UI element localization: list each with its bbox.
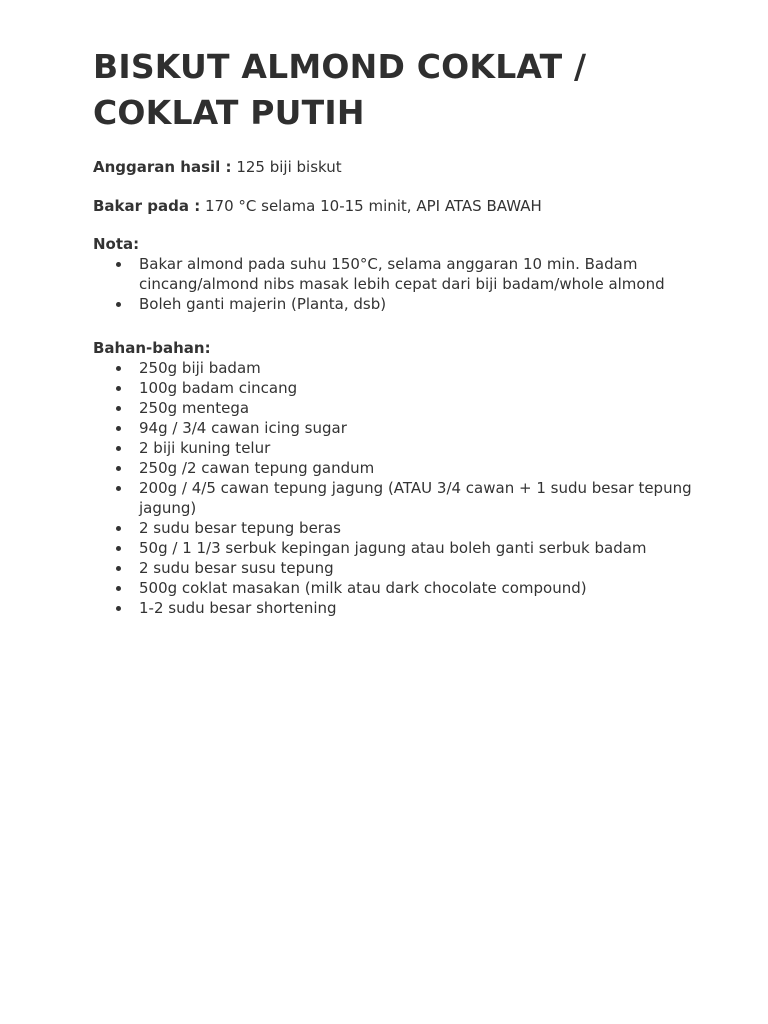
note-item [93, 294, 693, 314]
bullet-icon [116, 486, 121, 491]
bullet-icon [116, 446, 121, 451]
bake-label: Bakar pada : [93, 197, 201, 215]
ingredient-text: 50g / 1 1/3 serbuk kepingan jagung atau boleh ganti serbuk badam [139, 539, 647, 557]
ingredient-text: 250g /2 cawan tepung gandum [139, 459, 375, 477]
ingredient-text: 250g mentega [139, 399, 250, 417]
ingredient-item [93, 378, 693, 398]
note-text: Bakar almond pada suhu 150°C, selama anggaran 10 min. Badam cincang/almond nibs masak lebih cepat dari biji badam/whole almond [139, 255, 665, 293]
recipe-document [93, 44, 693, 618]
yield-label: Anggaran hasil : [93, 158, 232, 176]
bullet-icon [116, 546, 121, 551]
ingredient-item [93, 578, 693, 598]
ingredient-text: 250g biji badam [139, 359, 261, 377]
recipe-title [93, 44, 693, 136]
ingredient-text: 100g badam cincang [139, 379, 298, 397]
ingredient-item [93, 398, 693, 418]
note-item [93, 254, 693, 294]
recipe-title-line-2: COKLAT PUTIH [93, 93, 365, 132]
bullet-icon [116, 406, 121, 411]
ingredient-item [93, 558, 693, 578]
ingredient-item [93, 538, 693, 558]
bullet-icon [116, 526, 121, 531]
recipe-title-line-1: BISKUT ALMOND COKLAT / [93, 47, 587, 86]
ingredient-text: 2 biji kuning telur [139, 439, 271, 457]
ingredient-item [93, 438, 693, 458]
bake-value: 170 °C selama 10-15 minit, API ATAS BAWAH [200, 197, 542, 215]
ingredient-text: 94g / 3/4 cawan icing sugar [139, 419, 347, 437]
ingredient-text: 1-2 sudu besar shortening [139, 599, 337, 617]
ingredient-text: 2 sudu besar susu tepung [139, 559, 334, 577]
notes-heading: Nota: [93, 235, 140, 253]
ingredient-item [93, 478, 693, 518]
notes-list [93, 254, 693, 314]
ingredient-item [93, 418, 693, 438]
ingredient-text: 500g coklat masakan (milk atau dark chocolate compound) [139, 579, 587, 597]
bullet-icon [116, 302, 121, 307]
ingredient-text: 2 sudu besar tepung beras [139, 519, 341, 537]
bullet-icon [116, 426, 121, 431]
ingredient-item [93, 598, 693, 618]
ingredients-list [93, 358, 693, 618]
bake-line [93, 196, 693, 216]
yield-value: 125 biji biskut [231, 158, 342, 176]
yield-line [93, 157, 693, 177]
bullet-icon [116, 366, 121, 371]
bullet-icon [116, 606, 121, 611]
note-text: Boleh ganti majerin (Planta, dsb) [139, 295, 387, 313]
ingredient-text: 200g / 4/5 cawan tepung jagung (ATAU 3/4 cawan + 1 sudu besar tepung jagung) [139, 479, 692, 517]
ingredient-item [93, 518, 693, 538]
bullet-icon [116, 466, 121, 471]
bullet-icon [116, 566, 121, 571]
bullet-icon [116, 386, 121, 391]
ingredient-item [93, 358, 693, 378]
bullet-icon [116, 586, 121, 591]
bullet-icon [116, 262, 121, 267]
ingredients-heading: Bahan-bahan: [93, 339, 211, 357]
ingredient-item [93, 458, 693, 478]
